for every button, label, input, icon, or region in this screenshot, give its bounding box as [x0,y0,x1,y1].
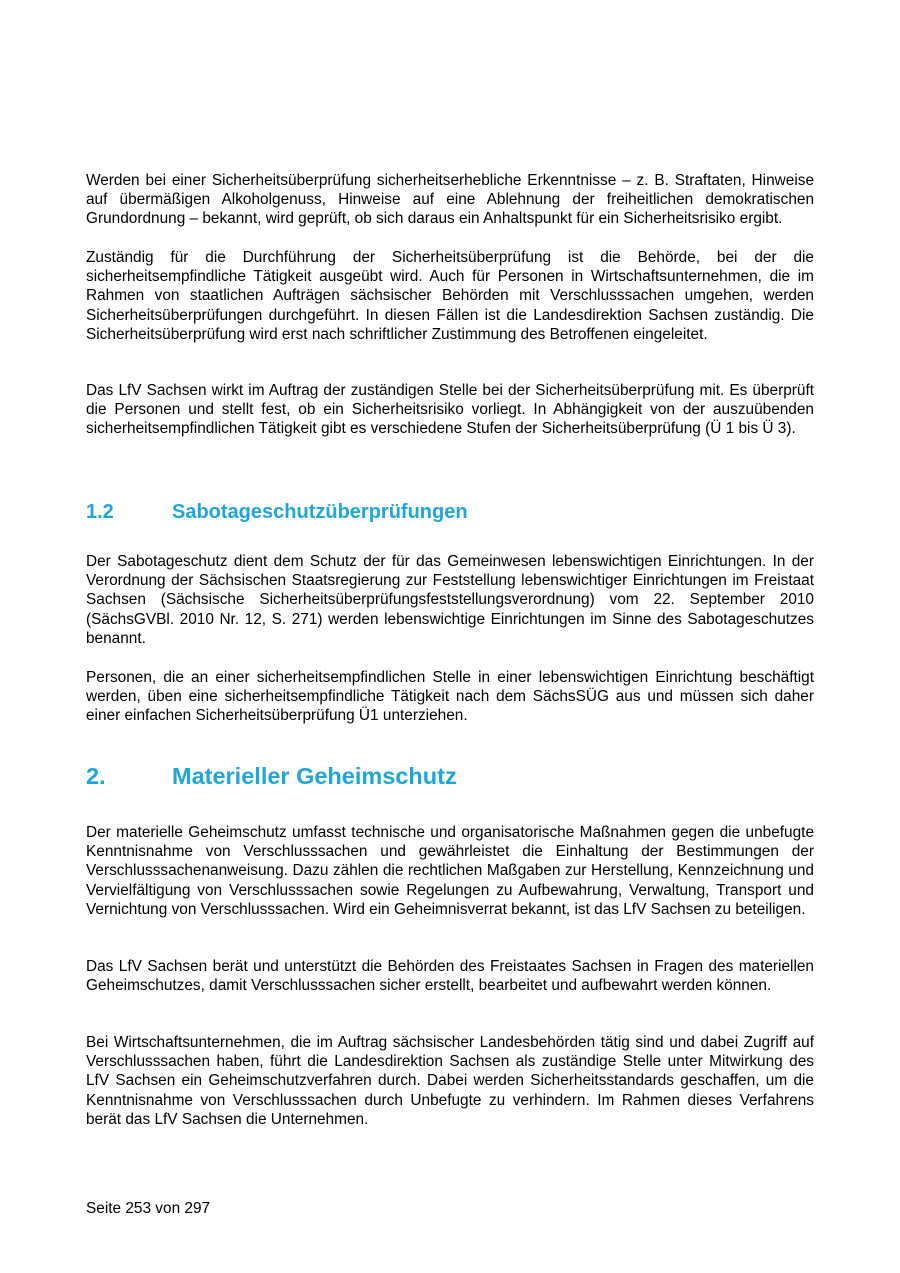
paragraph-business-procedure: Bei Wirtschaftsunternehmen, die im Auftrag sächsischer Landesbehörden tätig sind und dabei Zugriff auf Verschlusssachen haben, führt die Landesdirektion Sachsen als zuständige Stelle unter Mitwirkung des LfV Sachsen ein Geheimschutzverfahren durch. Dabei werden Sicherheitsstandards geschaffen, um die Kenntnisnahme von Verschlusssachen durch Unbefugte zu verhindern. Im Rahmen dieses Verfahrens berät das LfV Sachsen die Unternehmen. [86,1034,814,1128]
section-title: Materieller Geheimschutz [172,763,457,789]
page-number: Seite 253 von 297 [86,1200,211,1217]
paragraph-responsibility: Zuständig für die Durchführung der Sicherheitsüberprüfung ist die Behörde, bei der die sicherheitsempfindliche Tätigkeit ausgeübt wird. Auch für Personen in Wirtschaftsunternehmen, die im Rahmen von staatlichen Aufträgen sächsischer Behörden mit Verschlusssachen umgehen, werden Sicherheitsüberprüfungen durchgeführt. In diesen Fällen ist die Landesdirektion Sachsen zuständig. Die Sicherheitsüberprüfung wird erst nach schriftlicher Zustimmung des Betroffenen eingeleitet. [86,249,814,343]
section-heading-1-2 [86,500,468,524]
section-heading-2 [86,762,457,790]
paragraph-lfv-role: Das LfV Sachsen wirkt im Auftrag der zuständigen Stelle bei der Sicherheitsüberprüfung mit. Es überprüft die Personen und stellt fest, ob ein Sicherheitsrisiko vorliegt. In Abhängigkeit von der auszuübenden sicherheitsempfindlichen Tätigkeit gibt es verschiedene Stufen der Sicherheitsüberprüfung (Ü 1 bis Ü 3). [86,382,814,438]
paragraph-security-findings: Werden bei einer Sicherheitsüberprüfung sicherheitserhebliche Erkenntnisse – z. B. Straftaten, Hinweise auf übermäßigen Alkoholgenuss, Hinweise auf eine Ablehnung der freiheitlichen demokratischen Grundordnung – bekannt, wird geprüft, ob sich daraus ein Anhaltspunkt für ein Sicherheitsrisiko ergibt. [86,172,814,228]
section-number: 2. [86,763,106,789]
paragraph-material-protection: Der materielle Geheimschutz umfasst technische und organisatorische Maßnahmen gegen die unbefugte Kenntnisnahme von Verschlusssachen und gewährleistet die Einhaltung der Bestimmungen der Verschlusssachenanweisung. Dazu zählen die rechtlichen Maßgaben zur Herstellung, Kennzeichnung und Vervielfältigung von Verschlusssachen sowie Regelungen zu Aufbewahrung, Verwaltung, Transport und Vernichtung von Verschlusssachen. Wird ein Geheimnisverrat bekannt, ist das LfV Sachsen zu beteiligen. [86,824,814,918]
section-title: Sabotageschutzüberprüfungen [172,501,468,523]
section-number: 1.2 [86,501,114,523]
paragraph-lfv-advice: Das LfV Sachsen berät und unterstützt die Behörden des Freistaates Sachsen in Fragen des materiellen Geheimschutzes, damit Verschlusssachen sicher erstellt, bearbeitet und aufbewahrt werden können. [86,958,814,995]
paragraph-sabotage-persons: Personen, die an einer sicherheitsempfindlichen Stelle in einer lebenswichtigen Einrichtung beschäftigt werden, üben eine sicherheitsempfindliche Tätigkeit nach dem SächsSÜG aus und müssen sich daher einer einfachen Sicherheitsüberprüfung Ü1 unterziehen. [86,669,814,725]
paragraph-sabotage-protection: Der Sabotageschutz dient dem Schutz der für das Gemeinwesen lebenswichtigen Einrichtungen. In der Verordnung der Sächsischen Staatsregierung zur Feststellung lebenswichtiger Einrichtungen im Freistaat Sachsen (Sächsische Sicherheitsüberprüfungsfeststellungsverordnung) vom 22. September 2010 (SächsGVBl. 2010 Nr. 12, S. 271) werden lebenswichtige Einrichtungen im Sinne des Sabotageschutzes benannt. [86,553,814,647]
